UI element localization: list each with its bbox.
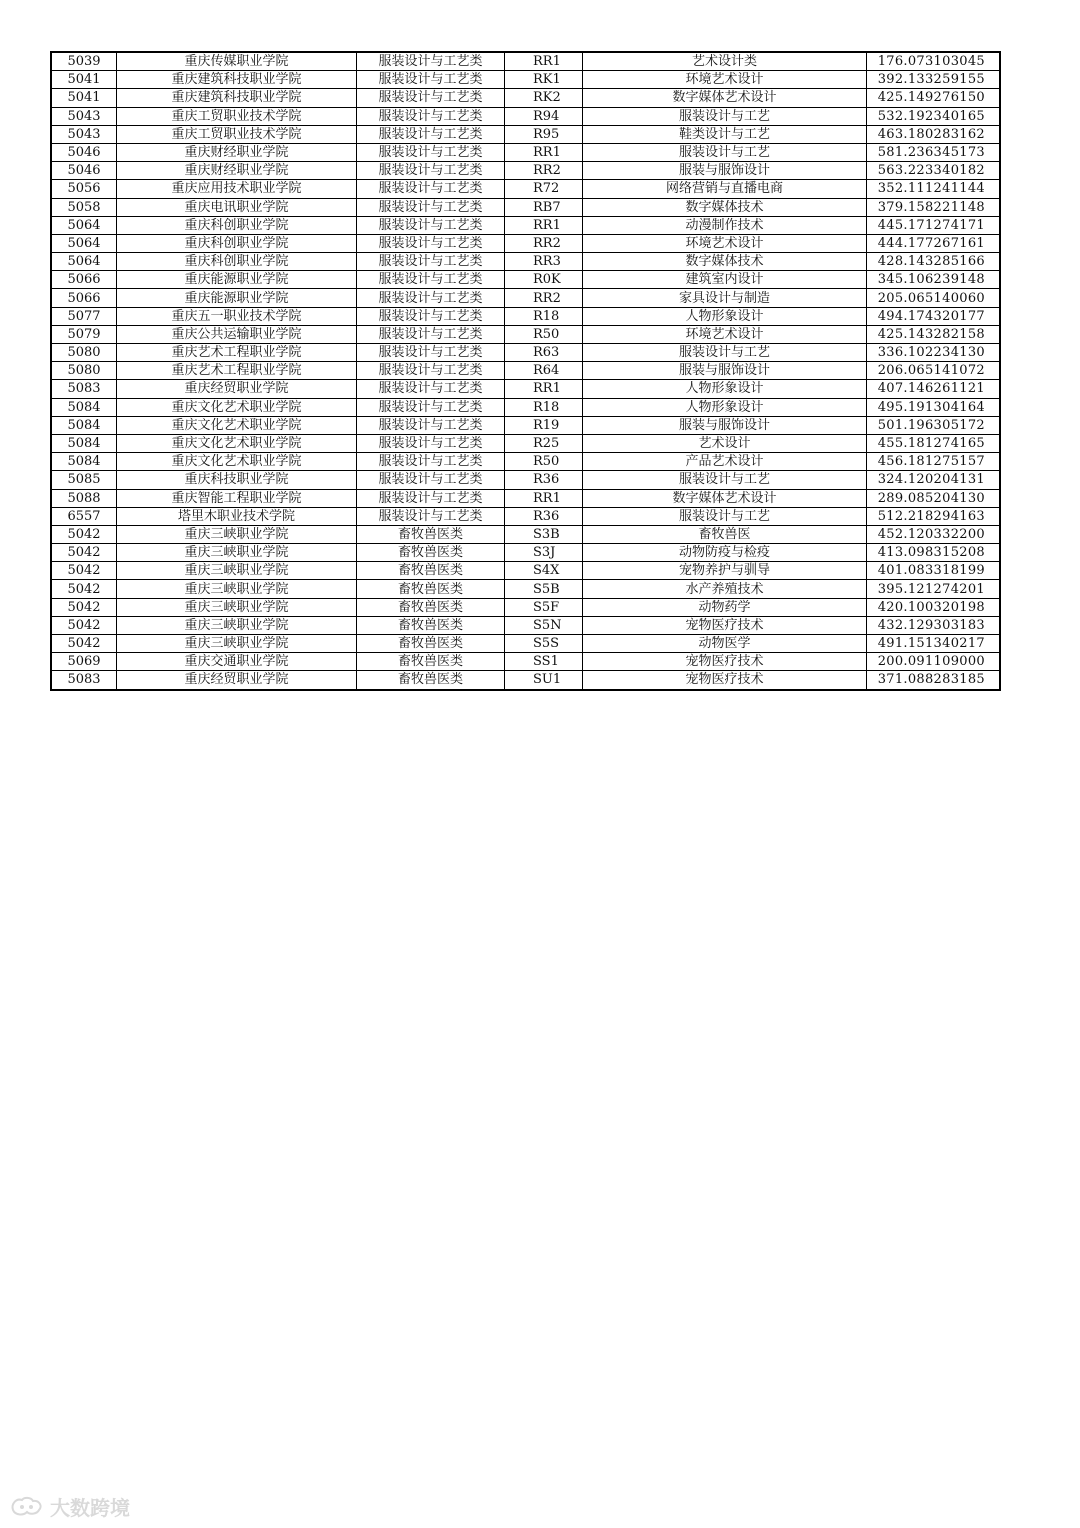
cell-school-name: 重庆科创职业学院 — [117, 216, 357, 234]
admission-score-table — [51, 52, 1000, 690]
cell-school-code: 5088 — [52, 489, 117, 507]
cell-category: 畜牧兽医类 — [357, 562, 505, 580]
table-row — [52, 616, 1000, 634]
cell-school-code: 5043 — [52, 107, 117, 125]
cell-major-code: S4X — [505, 562, 583, 580]
cell-school-code: 5066 — [52, 289, 117, 307]
cell-score: 395.121274201 — [867, 580, 1000, 598]
cell-category: 服装设计与工艺类 — [357, 453, 505, 471]
cell-school-name: 重庆文化艺术职业学院 — [117, 398, 357, 416]
cell-school-name: 重庆科创职业学院 — [117, 234, 357, 252]
cell-category: 服装设计与工艺类 — [357, 53, 505, 71]
cell-school-code: 5080 — [52, 362, 117, 380]
cell-major-name: 艺术设计 — [583, 434, 867, 452]
watermark — [10, 1492, 130, 1521]
cell-school-name: 重庆应用技术职业学院 — [117, 180, 357, 198]
cell-major-name: 动物药学 — [583, 598, 867, 616]
table-row — [52, 434, 1000, 452]
cell-school-code: 5084 — [52, 398, 117, 416]
cell-school-code: 5039 — [52, 53, 117, 71]
cell-score: 289.085204130 — [867, 489, 1000, 507]
cell-major-code: S5N — [505, 616, 583, 634]
table-row — [52, 216, 1000, 234]
cell-score: 494.174320177 — [867, 307, 1000, 325]
cell-major-code: RR1 — [505, 143, 583, 161]
cell-school-code: 5084 — [52, 434, 117, 452]
cell-school-name: 重庆三峡职业学院 — [117, 635, 357, 653]
cell-school-name: 重庆能源职业学院 — [117, 289, 357, 307]
table-row — [52, 671, 1000, 689]
cell-school-name: 重庆三峡职业学院 — [117, 580, 357, 598]
cell-category: 服装设计与工艺类 — [357, 489, 505, 507]
cell-school-code: 5084 — [52, 453, 117, 471]
table-row — [52, 416, 1000, 434]
cell-major-name: 宠物医疗技术 — [583, 653, 867, 671]
cell-score: 581.236345173 — [867, 143, 1000, 161]
cell-category: 服装设计与工艺类 — [357, 398, 505, 416]
cell-major-code: R63 — [505, 344, 583, 362]
cell-major-name: 服装与服饰设计 — [583, 162, 867, 180]
cell-category: 畜牧兽医类 — [357, 653, 505, 671]
cell-major-code: R36 — [505, 507, 583, 525]
cell-major-name: 艺术设计类 — [583, 53, 867, 71]
cell-school-code: 5069 — [52, 653, 117, 671]
cell-score: 455.181274165 — [867, 434, 1000, 452]
cell-category: 畜牧兽医类 — [357, 635, 505, 653]
cell-major-name: 畜牧兽医 — [583, 525, 867, 543]
cell-score: 336.102234130 — [867, 344, 1000, 362]
cell-school-code: 5042 — [52, 635, 117, 653]
cell-category: 畜牧兽医类 — [357, 616, 505, 634]
cell-major-code: RK1 — [505, 71, 583, 89]
cell-school-code: 5083 — [52, 380, 117, 398]
cell-school-name: 重庆艺术工程职业学院 — [117, 344, 357, 362]
cell-major-name: 环境艺术设计 — [583, 325, 867, 343]
cell-category: 服装设计与工艺类 — [357, 89, 505, 107]
table-row — [52, 325, 1000, 343]
cell-school-name: 重庆文化艺术职业学院 — [117, 434, 357, 452]
cell-score: 491.151340217 — [867, 635, 1000, 653]
cell-major-name: 动物医学 — [583, 635, 867, 653]
cell-major-code: S5B — [505, 580, 583, 598]
cell-school-name: 重庆电讯职业学院 — [117, 198, 357, 216]
cell-school-name: 重庆艺术工程职业学院 — [117, 362, 357, 380]
cell-school-code: 5046 — [52, 143, 117, 161]
table-row — [52, 289, 1000, 307]
cell-major-name: 鞋类设计与工艺 — [583, 125, 867, 143]
cell-school-name: 重庆三峡职业学院 — [117, 598, 357, 616]
cell-major-name: 水产养殖技术 — [583, 580, 867, 598]
cell-school-name: 重庆财经职业学院 — [117, 162, 357, 180]
cell-major-name: 数字媒体技术 — [583, 253, 867, 271]
cell-category: 服装设计与工艺类 — [357, 416, 505, 434]
cell-category: 畜牧兽医类 — [357, 525, 505, 543]
table-row — [52, 525, 1000, 543]
cell-school-code: 5084 — [52, 416, 117, 434]
cell-major-code: R94 — [505, 107, 583, 125]
cell-major-name: 产品艺术设计 — [583, 453, 867, 471]
table-body — [52, 53, 1000, 690]
cell-major-code: S3J — [505, 544, 583, 562]
cell-score: 432.129303183 — [867, 616, 1000, 634]
table-row — [52, 653, 1000, 671]
cell-major-code: RR1 — [505, 380, 583, 398]
cell-major-code: RR1 — [505, 489, 583, 507]
cell-school-name: 重庆传媒职业学院 — [117, 53, 357, 71]
cell-score: 420.100320198 — [867, 598, 1000, 616]
cell-major-code: RR2 — [505, 234, 583, 252]
cell-major-code: R18 — [505, 398, 583, 416]
cell-school-name: 重庆财经职业学院 — [117, 143, 357, 161]
cell-score: 176.073103045 — [867, 53, 1000, 71]
table-row — [52, 307, 1000, 325]
cell-major-name: 服装设计与工艺 — [583, 344, 867, 362]
cell-school-name: 重庆交通职业学院 — [117, 653, 357, 671]
cell-school-code: 5077 — [52, 307, 117, 325]
cell-major-code: R36 — [505, 471, 583, 489]
cell-major-name: 宠物医疗技术 — [583, 616, 867, 634]
cell-category: 服装设计与工艺类 — [357, 380, 505, 398]
cell-score: 452.120332200 — [867, 525, 1000, 543]
cell-school-name: 重庆建筑科技职业学院 — [117, 71, 357, 89]
cell-category: 畜牧兽医类 — [357, 544, 505, 562]
cell-score: 425.143282158 — [867, 325, 1000, 343]
cell-school-name: 重庆三峡职业学院 — [117, 562, 357, 580]
cell-category: 服装设计与工艺类 — [357, 162, 505, 180]
cell-school-name: 塔里木职业技术学院 — [117, 507, 357, 525]
cell-school-code: 5080 — [52, 344, 117, 362]
cell-major-name: 环境艺术设计 — [583, 71, 867, 89]
cell-category: 服装设计与工艺类 — [357, 507, 505, 525]
cell-major-name: 服装与服饰设计 — [583, 416, 867, 434]
cell-school-name: 重庆三峡职业学院 — [117, 525, 357, 543]
cell-score: 495.191304164 — [867, 398, 1000, 416]
cell-major-code: RR1 — [505, 53, 583, 71]
table-row — [52, 198, 1000, 216]
table-row — [52, 598, 1000, 616]
cell-score: 463.180283162 — [867, 125, 1000, 143]
table-row — [52, 380, 1000, 398]
cell-major-code: S5S — [505, 635, 583, 653]
table-row — [52, 71, 1000, 89]
table-row — [52, 362, 1000, 380]
cell-category: 畜牧兽医类 — [357, 580, 505, 598]
cell-school-code: 6557 — [52, 507, 117, 525]
cell-school-name: 重庆五一职业技术学院 — [117, 307, 357, 325]
cell-major-code: R50 — [505, 453, 583, 471]
cell-score: 379.158221148 — [867, 198, 1000, 216]
table-row — [52, 107, 1000, 125]
logo-icon — [10, 1496, 44, 1518]
cell-major-name: 数字媒体技术 — [583, 198, 867, 216]
cell-score: 371.088283185 — [867, 671, 1000, 689]
cell-major-name: 动漫制作技术 — [583, 216, 867, 234]
cell-major-code: S3B — [505, 525, 583, 543]
cell-major-code: RK2 — [505, 89, 583, 107]
cell-category: 服装设计与工艺类 — [357, 198, 505, 216]
cell-school-code: 5066 — [52, 271, 117, 289]
cell-school-code: 5083 — [52, 671, 117, 689]
cell-school-code: 5079 — [52, 325, 117, 343]
cell-score: 532.192340165 — [867, 107, 1000, 125]
cell-category: 服装设计与工艺类 — [357, 344, 505, 362]
cell-school-code: 5046 — [52, 162, 117, 180]
cell-major-code: R19 — [505, 416, 583, 434]
cell-school-code: 5043 — [52, 125, 117, 143]
cell-score: 425.149276150 — [867, 89, 1000, 107]
cell-major-code: R64 — [505, 362, 583, 380]
cell-score: 345.106239148 — [867, 271, 1000, 289]
table-row — [52, 125, 1000, 143]
cell-score: 563.223340182 — [867, 162, 1000, 180]
cell-major-code: R72 — [505, 180, 583, 198]
cell-major-code: RR2 — [505, 289, 583, 307]
cell-score: 352.111241144 — [867, 180, 1000, 198]
cell-major-name: 人物形象设计 — [583, 398, 867, 416]
cell-major-name: 网络营销与直播电商 — [583, 180, 867, 198]
watermark-text: 大数跨境 — [50, 1496, 130, 1520]
cell-school-code: 5058 — [52, 198, 117, 216]
cell-score: 200.091109000 — [867, 653, 1000, 671]
cell-major-name: 服装设计与工艺 — [583, 143, 867, 161]
cell-major-code: RR3 — [505, 253, 583, 271]
cell-major-code: RB7 — [505, 198, 583, 216]
cell-school-code: 5064 — [52, 216, 117, 234]
table-row — [52, 580, 1000, 598]
cell-major-code: RR2 — [505, 162, 583, 180]
table-row — [52, 471, 1000, 489]
table-row — [52, 453, 1000, 471]
cell-school-name: 重庆建筑科技职业学院 — [117, 89, 357, 107]
cell-major-code: SU1 — [505, 671, 583, 689]
cell-category: 服装设计与工艺类 — [357, 471, 505, 489]
cell-score: 392.133259155 — [867, 71, 1000, 89]
cell-category: 服装设计与工艺类 — [357, 289, 505, 307]
cell-major-name: 宠物医疗技术 — [583, 671, 867, 689]
cell-school-name: 重庆智能工程职业学院 — [117, 489, 357, 507]
cell-school-name: 重庆工贸职业技术学院 — [117, 107, 357, 125]
cell-score: 413.098315208 — [867, 544, 1000, 562]
cell-category: 畜牧兽医类 — [357, 598, 505, 616]
table-row — [52, 271, 1000, 289]
cell-school-code: 5042 — [52, 598, 117, 616]
cell-school-name: 重庆公共运输职业学院 — [117, 325, 357, 343]
cell-major-code: R18 — [505, 307, 583, 325]
cell-school-code: 5041 — [52, 89, 117, 107]
cell-major-code: R0K — [505, 271, 583, 289]
table-row — [52, 253, 1000, 271]
cell-major-code: RR1 — [505, 216, 583, 234]
cell-major-name: 数字媒体艺术设计 — [583, 89, 867, 107]
cell-major-name: 服装设计与工艺 — [583, 507, 867, 525]
table-row — [52, 143, 1000, 161]
cell-school-code: 5041 — [52, 71, 117, 89]
cell-category: 服装设计与工艺类 — [357, 253, 505, 271]
cell-major-name: 数字媒体艺术设计 — [583, 489, 867, 507]
cell-school-name: 重庆三峡职业学院 — [117, 616, 357, 634]
cell-school-code: 5042 — [52, 616, 117, 634]
cell-category: 服装设计与工艺类 — [357, 434, 505, 452]
table-row — [52, 562, 1000, 580]
cell-major-name: 家具设计与制造 — [583, 289, 867, 307]
cell-score: 444.177267161 — [867, 234, 1000, 252]
cell-category: 服装设计与工艺类 — [357, 180, 505, 198]
cell-score: 428.143285166 — [867, 253, 1000, 271]
cell-category: 服装设计与工艺类 — [357, 271, 505, 289]
cell-major-name: 环境艺术设计 — [583, 234, 867, 252]
cell-score: 512.218294163 — [867, 507, 1000, 525]
cell-school-code: 5064 — [52, 234, 117, 252]
table-row — [52, 180, 1000, 198]
cell-school-name: 重庆能源职业学院 — [117, 271, 357, 289]
cell-major-name: 人物形象设计 — [583, 307, 867, 325]
cell-category: 服装设计与工艺类 — [357, 216, 505, 234]
cell-school-name: 重庆科创职业学院 — [117, 253, 357, 271]
cell-school-code: 5042 — [52, 562, 117, 580]
cell-school-name: 重庆经贸职业学院 — [117, 380, 357, 398]
cell-major-name: 宠物养护与驯导 — [583, 562, 867, 580]
table-row — [52, 344, 1000, 362]
cell-category: 服装设计与工艺类 — [357, 362, 505, 380]
cell-school-code: 5042 — [52, 544, 117, 562]
cell-school-name: 重庆三峡职业学院 — [117, 544, 357, 562]
cell-major-name: 服装设计与工艺 — [583, 107, 867, 125]
cell-category: 服装设计与工艺类 — [357, 307, 505, 325]
cell-score: 445.171274171 — [867, 216, 1000, 234]
cell-major-name: 服装设计与工艺 — [583, 471, 867, 489]
cell-major-code: R50 — [505, 325, 583, 343]
cell-school-code: 5042 — [52, 525, 117, 543]
table-row — [52, 53, 1000, 71]
table-row — [52, 544, 1000, 562]
cell-school-code: 5085 — [52, 471, 117, 489]
cell-major-code: S5F — [505, 598, 583, 616]
table-row — [52, 489, 1000, 507]
cell-major-name: 建筑室内设计 — [583, 271, 867, 289]
cell-major-name: 动物防疫与检疫 — [583, 544, 867, 562]
cell-major-name: 服装与服饰设计 — [583, 362, 867, 380]
table-row — [52, 635, 1000, 653]
cell-score: 456.181275157 — [867, 453, 1000, 471]
cell-category: 服装设计与工艺类 — [357, 234, 505, 252]
cell-category: 服装设计与工艺类 — [357, 107, 505, 125]
cell-school-name: 重庆经贸职业学院 — [117, 671, 357, 689]
cell-school-code: 5056 — [52, 180, 117, 198]
table-row — [52, 398, 1000, 416]
cell-major-code: SS1 — [505, 653, 583, 671]
cell-category: 服装设计与工艺类 — [357, 71, 505, 89]
cell-category: 服装设计与工艺类 — [357, 125, 505, 143]
cell-category: 服装设计与工艺类 — [357, 325, 505, 343]
cell-score: 501.196305172 — [867, 416, 1000, 434]
cell-score: 206.065141072 — [867, 362, 1000, 380]
table-row — [52, 89, 1000, 107]
cell-major-code: R25 — [505, 434, 583, 452]
cell-major-code: R95 — [505, 125, 583, 143]
table-row — [52, 234, 1000, 252]
cell-category: 服装设计与工艺类 — [357, 143, 505, 161]
cell-school-name: 重庆工贸职业技术学院 — [117, 125, 357, 143]
cell-school-name: 重庆科技职业学院 — [117, 471, 357, 489]
cell-score: 401.083318199 — [867, 562, 1000, 580]
cell-score: 205.065140060 — [867, 289, 1000, 307]
table-row — [52, 162, 1000, 180]
cell-school-name: 重庆文化艺术职业学院 — [117, 416, 357, 434]
cell-school-name: 重庆文化艺术职业学院 — [117, 453, 357, 471]
cell-score: 407.146261121 — [867, 380, 1000, 398]
cell-school-code: 5064 — [52, 253, 117, 271]
table-row — [52, 507, 1000, 525]
cell-category: 畜牧兽医类 — [357, 671, 505, 689]
cell-school-code: 5042 — [52, 580, 117, 598]
cell-score: 324.120204131 — [867, 471, 1000, 489]
cell-major-name: 人物形象设计 — [583, 380, 867, 398]
